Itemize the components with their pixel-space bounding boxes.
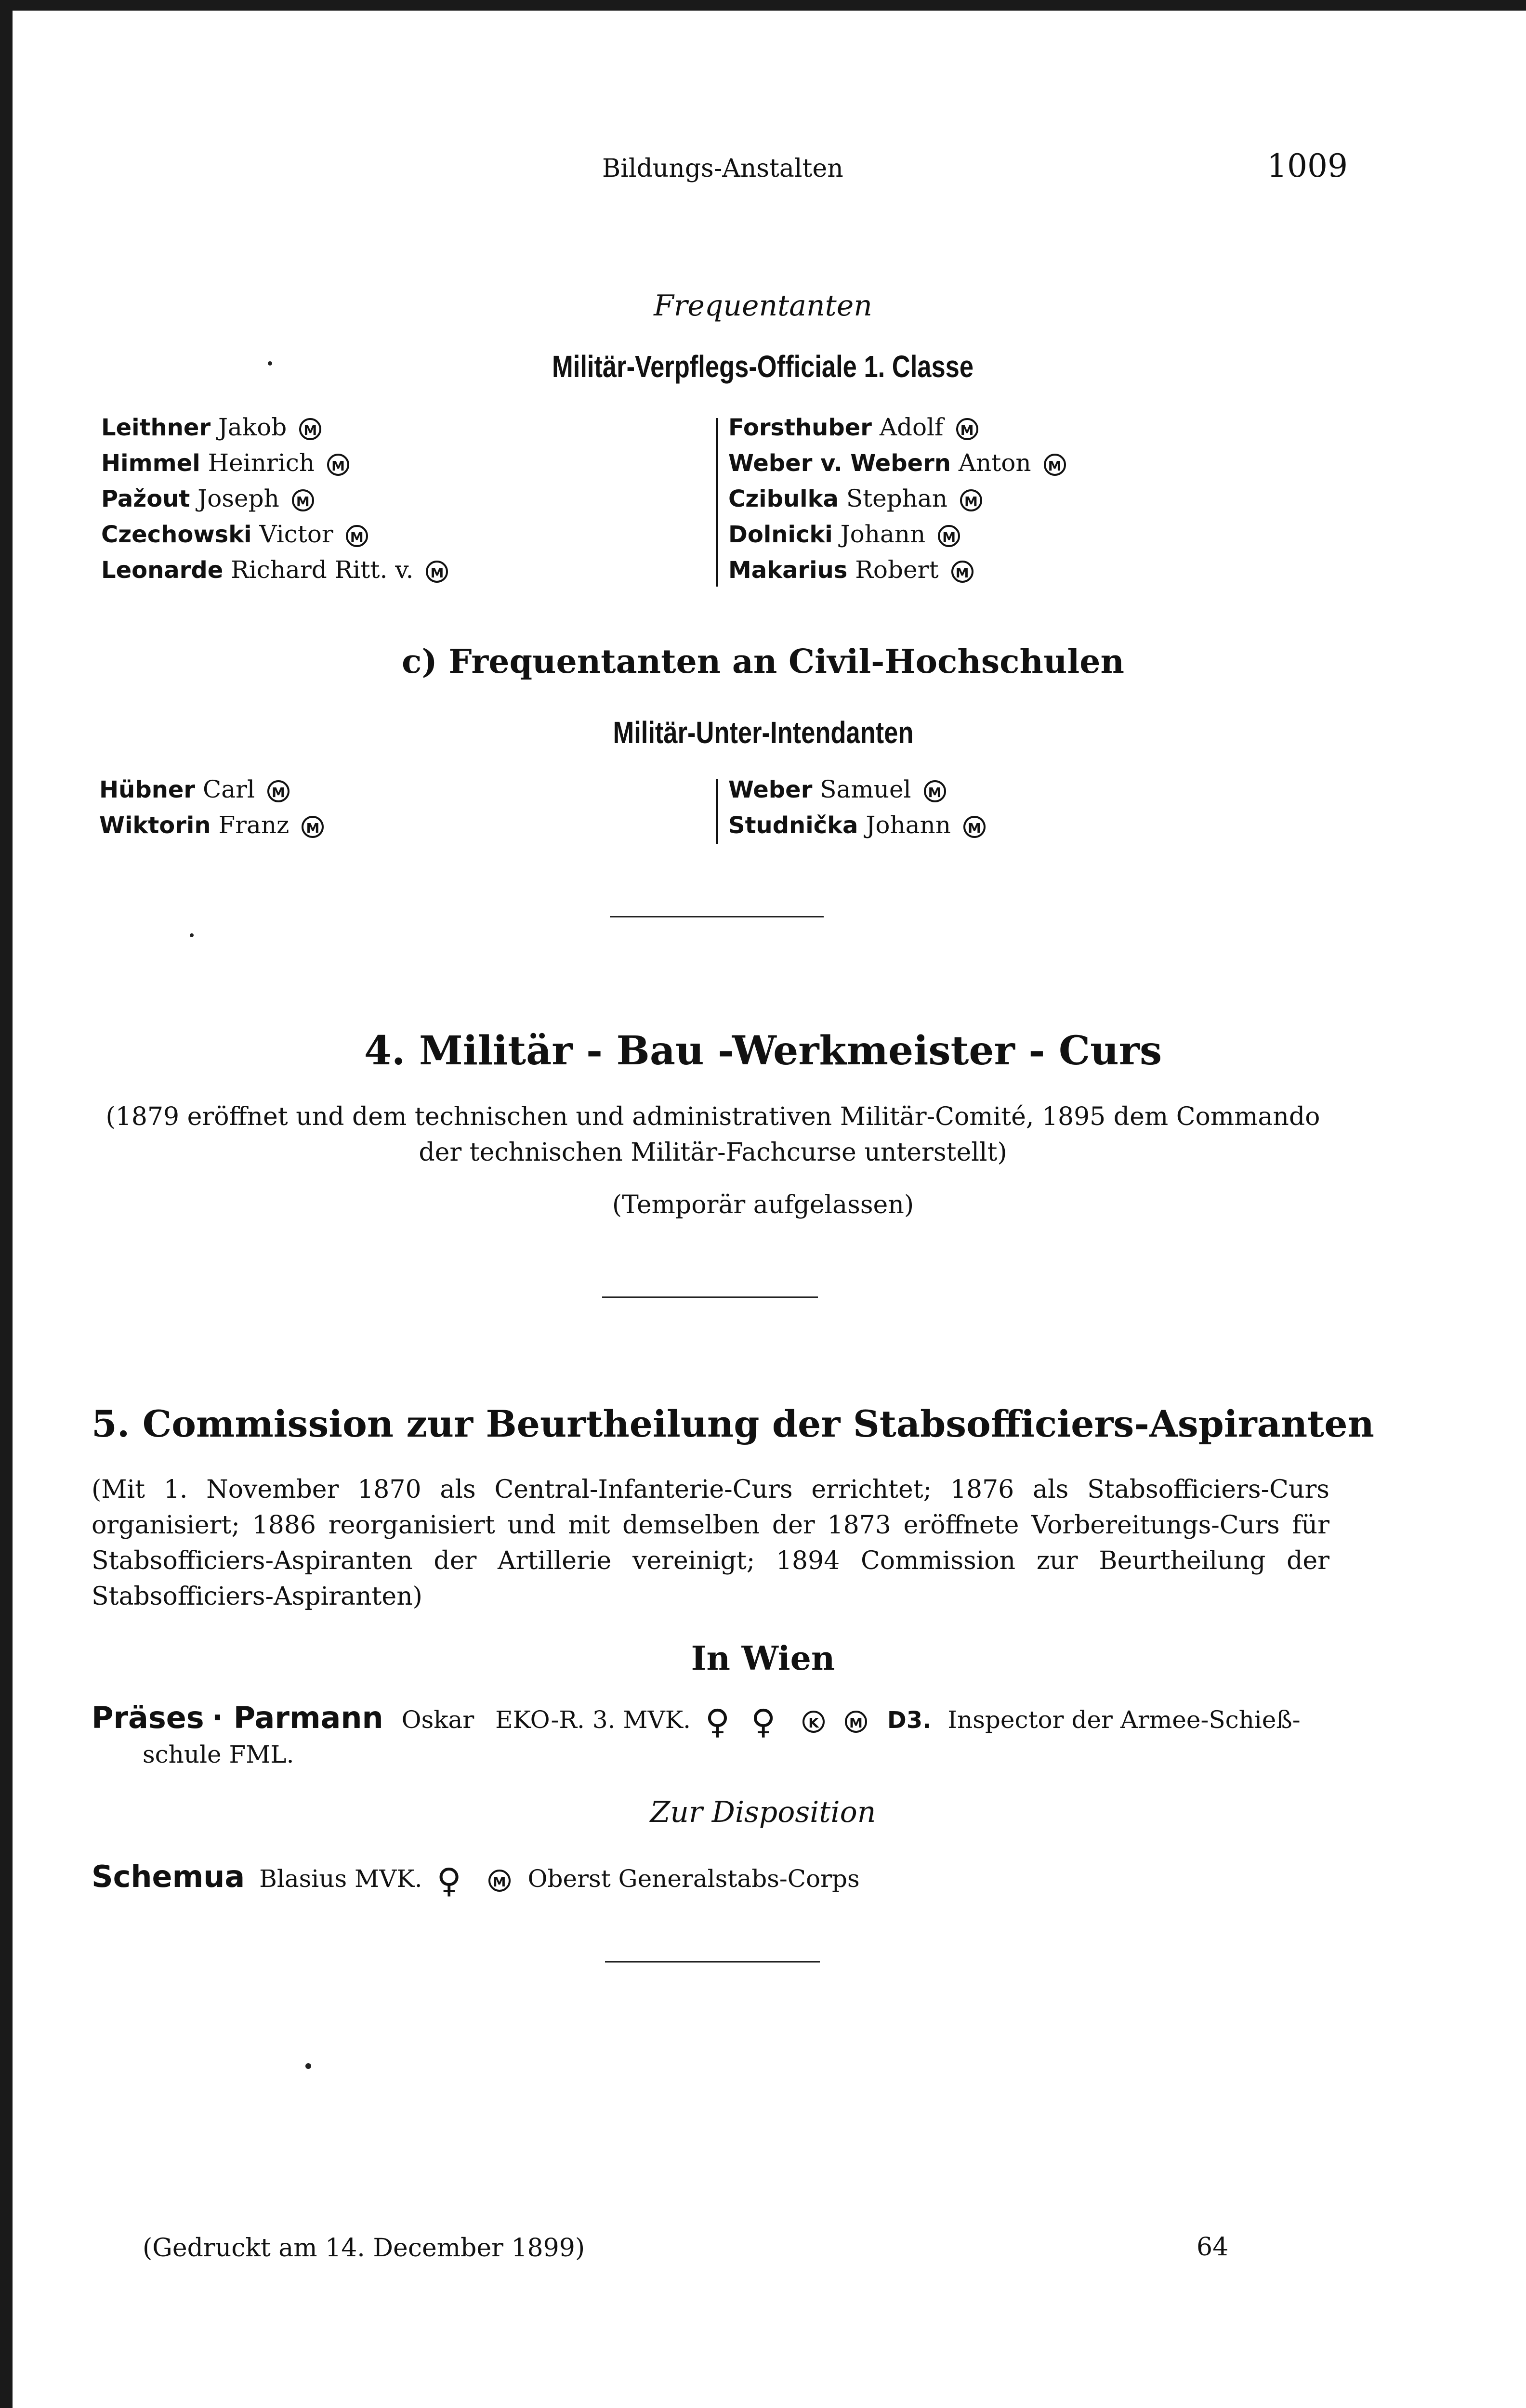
m-badge-icon: M bbox=[963, 816, 986, 838]
m-badge-icon: M bbox=[845, 1711, 867, 1733]
column-divider bbox=[716, 418, 718, 587]
m-badge-icon: M bbox=[951, 561, 973, 583]
print-speck bbox=[305, 2063, 311, 2069]
m-badge-icon: M bbox=[426, 561, 448, 583]
list-item: Makarius Robert M bbox=[728, 556, 973, 589]
section-divider bbox=[605, 1961, 820, 1963]
list-item: Wiktorin Franz M bbox=[99, 811, 324, 845]
praeses-rank-cont: schule FML. bbox=[143, 1741, 294, 1768]
m-badge-icon: M bbox=[299, 418, 321, 440]
order-decoration-icon: ♀︎ bbox=[705, 1702, 730, 1741]
k-badge-icon: K bbox=[802, 1711, 825, 1733]
print-speck bbox=[268, 361, 272, 366]
section-5-title: 5. Commission zur Beurtheilung der Stabsofficiers-Aspiranten bbox=[92, 1402, 1374, 1445]
list-item: Czechowski Victor M bbox=[101, 520, 368, 554]
printed-date: (Gedruckt am 14. December 1899) bbox=[143, 2234, 585, 2263]
disposition-entry: Schemua Blasius MVK. ♀︎ M Oberst Generalstabs-Corps bbox=[92, 1859, 860, 1900]
m-badge-icon: M bbox=[924, 780, 946, 802]
sheet-number: 64 bbox=[1197, 2233, 1229, 2262]
m-badge-icon: M bbox=[938, 525, 960, 547]
location-heading: In Wien bbox=[691, 1639, 835, 1678]
page-number: 1009 bbox=[1267, 147, 1348, 184]
m-badge-icon: M bbox=[960, 489, 982, 511]
m-badge-icon: M bbox=[302, 816, 324, 838]
section-divider bbox=[610, 916, 824, 917]
list-item: Dolnicki Johann M bbox=[728, 520, 960, 554]
list-item: Hübner Carl M bbox=[99, 775, 289, 809]
civil-heading: c) Frequentanten an Civil-Hochschulen bbox=[402, 642, 1124, 681]
m-badge-icon: M bbox=[267, 780, 289, 802]
section-4-title: 4. Militär - Bau -Werkmeister - Curs bbox=[364, 1028, 1162, 1074]
m-badge-icon: M bbox=[488, 1870, 511, 1892]
scan-border-top bbox=[0, 0, 1526, 11]
list-item: Pažout Joseph M bbox=[101, 484, 314, 518]
order-decoration-icon: ♀︎ bbox=[436, 1861, 461, 1900]
order-decoration-icon: ♀︎ bbox=[750, 1702, 776, 1741]
m-badge-icon: M bbox=[1044, 454, 1066, 476]
list-item: Czibulka Stephan M bbox=[728, 484, 982, 518]
column-divider bbox=[716, 779, 718, 844]
frequentanten-heading: Frequentanten bbox=[654, 289, 872, 323]
list-item: Leonarde Richard Ritt. v. M bbox=[101, 556, 448, 589]
list-item: Forsthuber Adolf M bbox=[728, 413, 978, 447]
verpflegs-subheading: Militär-Verpflegs-Officiale 1. Classe bbox=[552, 349, 974, 384]
section-4-note: (1879 eröffnet und dem technischen und administrativen Militär-Comité, 1895 dem Commando der technischen Militär-Fachcurse unterstellt) bbox=[105, 1102, 1320, 1167]
section-divider bbox=[602, 1296, 818, 1298]
m-badge-icon: M bbox=[327, 454, 349, 476]
list-item: Leithner Jakob M bbox=[101, 413, 321, 447]
list-item: Weber v. Webern Anton M bbox=[728, 449, 1066, 483]
list-item: Himmel Heinrich M bbox=[101, 449, 349, 483]
disposition-heading: Zur Disposition bbox=[650, 1795, 876, 1829]
list-item: Studnička Johann M bbox=[728, 811, 986, 845]
intendanten-subheading: Militär-Unter-Intendanten bbox=[613, 715, 913, 750]
print-speck bbox=[190, 933, 194, 937]
running-header: Bildungs-Anstalten bbox=[602, 154, 843, 183]
list-item: Weber Samuel M bbox=[728, 775, 946, 809]
praeses-entry: Präses · Parmann Oskar EKO-R. 3. MVK. ♀︎ ♀︎ K M D3. Inspector der Armee-Schieß- bbox=[92, 1700, 1301, 1741]
m-badge-icon: M bbox=[292, 489, 314, 511]
section-5-note: (Mit 1. November 1870 als Central-Infanterie-Curs errichtet; 1876 als Stabsofficiers-Curs organisiert; 1886 reorganisiert und mit demselben der 1873 eröffnete Vorbereitungs-Curs für Stabsofficiers-Aspiranten der Artillerie vereinigt; 1894 Commission zur Beurtheilung der Stabsofficiers-Aspiranten) bbox=[92, 1475, 1329, 1611]
m-badge-icon: M bbox=[346, 525, 368, 547]
section-4-status: (Temporär aufgelassen) bbox=[612, 1191, 914, 1219]
m-badge-icon: M bbox=[956, 418, 978, 440]
